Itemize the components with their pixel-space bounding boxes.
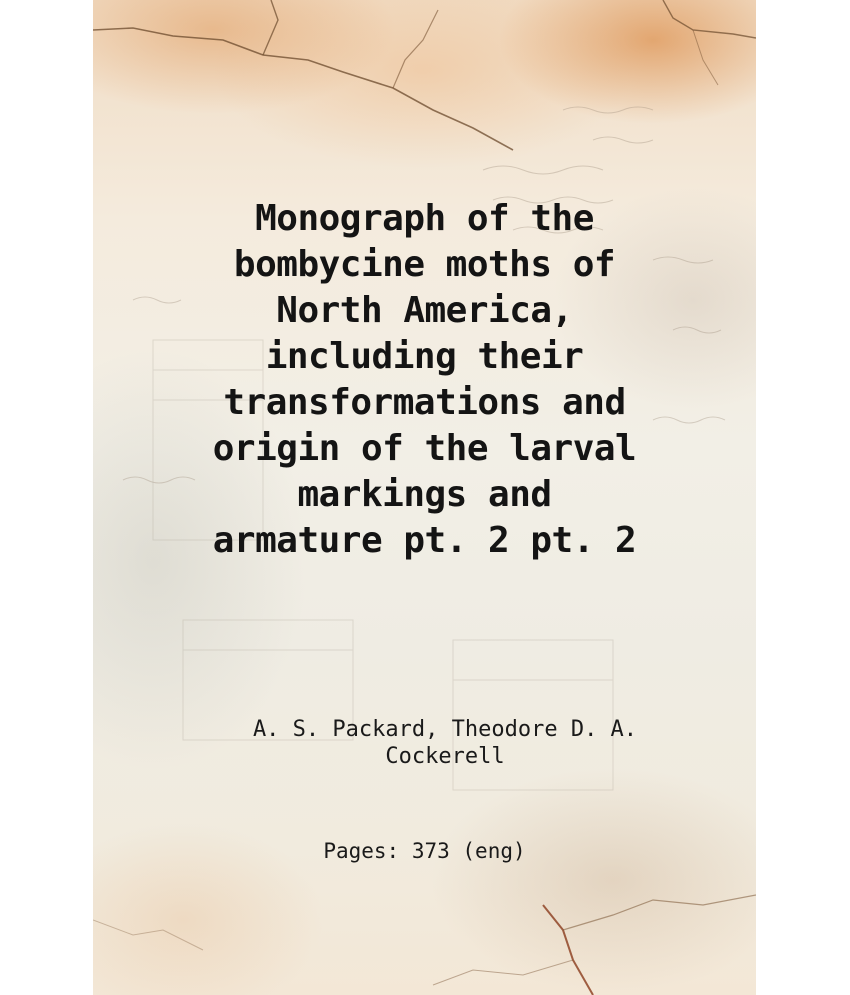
author-line: A. S. Packard, Theodore D. A. xyxy=(252,717,638,742)
title-line: North America, xyxy=(276,290,573,331)
book-title xyxy=(93,196,756,564)
title-line: markings and xyxy=(297,474,552,515)
author-line: Cockerell xyxy=(385,744,505,769)
title-line: armature pt. 2 pt. 2 xyxy=(212,520,637,561)
title-line: origin of the larval xyxy=(212,428,637,469)
crack-line xyxy=(563,895,756,930)
book-cover xyxy=(93,0,756,995)
title-line: bombycine moths of xyxy=(233,244,616,285)
crack-line xyxy=(93,920,203,950)
title-line: transformations and xyxy=(223,382,626,423)
crack-line xyxy=(263,0,278,55)
crack-line xyxy=(693,30,718,85)
book-authors xyxy=(225,716,665,770)
crack-line xyxy=(543,905,593,995)
crack-line xyxy=(393,10,438,88)
title-line: including their xyxy=(265,336,584,377)
title-line: Monograph of the xyxy=(255,198,594,239)
crack-line xyxy=(663,0,756,38)
page-count: Pages: 373 (eng) xyxy=(323,839,526,863)
crack-line xyxy=(93,28,513,150)
crack-line xyxy=(433,960,573,985)
